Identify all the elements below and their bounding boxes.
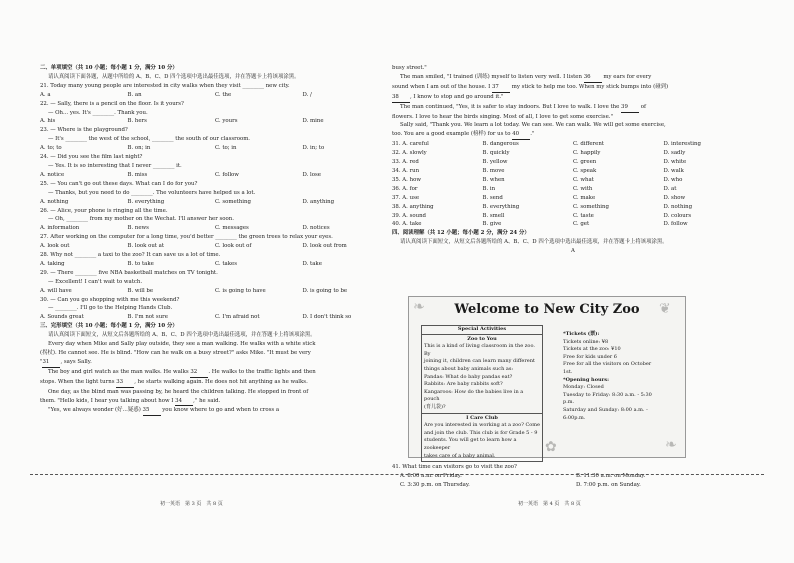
section4-title: 四、阅读理解（共 12 小题；每小题 2 分，满分 24 分） <box>392 230 530 237</box>
question-25-reply: — Thanks, but you need to do ________. The volunteers have helped us a lot. <box>48 189 256 196</box>
option: 32. A. slowly <box>392 150 427 157</box>
section3-title: 三、完形填空（共 10 小题；每小题 1 分，满分 10 分） <box>40 323 178 330</box>
question-23-reply: — It's ________ the west of the school, ________ the south of our classroom. <box>48 136 251 143</box>
cloze-text: my ears for every <box>603 73 652 80</box>
blank-35: 35 <box>143 406 161 416</box>
cloze-p2 <box>40 368 390 378</box>
blank-31: 31 <box>42 358 60 368</box>
option: B. on; in <box>127 145 151 152</box>
cloze-text: ." <box>530 131 535 138</box>
cloze-p3: One day, as the blind man was passing by, he heard the children talking. He stopped in front of <box>48 388 309 395</box>
option: C. to; in <box>215 145 237 152</box>
text-line: 6:00p.m. <box>563 414 586 421</box>
i-care-club-box <box>421 414 543 463</box>
question-23: 23. — Where is the playground? <box>40 127 128 134</box>
choice-row <box>392 220 754 229</box>
option: D. at <box>663 185 677 192</box>
option: B. will be <box>127 287 154 294</box>
blank-40: 40 <box>512 130 530 140</box>
option: B. to take <box>127 260 154 267</box>
option: A. nothing <box>40 198 69 205</box>
option: D. 7:00 p.m. on Sunday. <box>576 481 641 488</box>
option: D. interesting <box>663 141 701 148</box>
cloze-r3 <box>392 83 754 93</box>
cloze-text: stops. When the light turns <box>40 378 115 385</box>
text-line: p.m. <box>563 399 575 406</box>
cloze-p1b: (拐杖). He cannot see. He is blind. "How can he walk on a busy street?" asks Mike. "It must be very <box>40 350 311 356</box>
poster-title: Welcome to New City Zoo <box>454 302 640 317</box>
option: B. an <box>127 91 142 98</box>
question-24: 24. — Did you see the film last night? <box>40 154 143 161</box>
cloze-p1: Every day when Mike and Sally play outside, they see a man walking. He walks with a white stick <box>48 341 316 348</box>
option: A. his <box>40 118 56 125</box>
option: C. something <box>215 198 251 205</box>
option: A. notice <box>40 171 65 178</box>
option: C. takes <box>215 260 237 267</box>
option: B. quickly <box>482 150 510 157</box>
text-line: Are you interested in working at a zoo? Come <box>424 422 540 429</box>
option: A. Sounds great <box>40 314 84 321</box>
option: B. give <box>482 221 502 228</box>
text-line: (育儿袋)? <box>424 403 446 410</box>
option: C. make <box>573 194 596 201</box>
section4-instructions: 请认真阅读下面短文，从短文后各题所给的 A、B、C、D 四个选项中选出最佳选项，并在答题卡上将该项涂黑。 <box>400 239 668 246</box>
q24-options <box>40 171 390 180</box>
cloze-r6: flowers. I love to hear the birds singing. Most of all, I love to get some exercise." <box>392 113 613 120</box>
choice-row <box>392 140 754 149</box>
q28-options <box>40 260 390 269</box>
option: D. mine <box>302 118 324 125</box>
cloze-text: , I know to stop and go around it." <box>410 93 504 100</box>
question-29-reply: — Excellent! I can't wait to watch. <box>48 278 143 285</box>
option: 40. A. take <box>392 221 422 228</box>
option: B. dangerous <box>482 141 519 148</box>
question-22-reply: — Oh... yes. It's ________. Thank you. <box>48 109 148 116</box>
cloze-text: you know where to go and when to cross a <box>162 407 280 414</box>
cloze-p4 <box>40 406 390 416</box>
choice-row <box>392 149 754 158</box>
cloze-text: ," he said. <box>193 397 221 404</box>
option: B. hers <box>127 118 147 125</box>
q30-options <box>40 313 390 322</box>
question-24-reply: — Yes. It is so interesting that I never ________ it. <box>48 162 182 169</box>
choice-row <box>392 167 754 176</box>
cloze-text: . He walks to the traffic lights and then <box>208 368 316 375</box>
section3-instructions: 请认真阅读下面短文，从短文后各题所给的 A、B、C、D 四个选项中选出最佳选项，并在答题卡上将该项涂黑。 <box>48 332 316 339</box>
option: C. different <box>573 141 604 148</box>
option: 39. A. sound <box>392 212 427 219</box>
q21-options <box>40 91 390 100</box>
blank-33: 33 <box>116 378 134 388</box>
cloze-text: , he starts walking again. He does not hit anything as he walks. <box>134 378 308 385</box>
question-30: 30. — Can you go shopping with me this weekend? <box>40 296 180 303</box>
option: C. taste <box>573 212 594 219</box>
cloze-text: The man continued, "Yes, it is safer to stay indoors. But I love to walk. I love the <box>400 103 620 110</box>
left-page-footer: 初一英语 第 3 页 共 8 页 <box>160 501 223 507</box>
q25-options <box>40 198 390 207</box>
cloze-text: , says Sally. <box>60 358 92 365</box>
choice-row <box>392 203 754 212</box>
option: D. anything <box>302 198 335 205</box>
option: C. messages <box>215 225 249 232</box>
option: B. I'm not sure <box>127 314 168 321</box>
cloze-text: "Yes, we always wonder (好…疑惑) <box>48 407 141 414</box>
tickets-heading: *Tickets (票): <box>563 331 600 337</box>
option: C. something <box>573 203 609 210</box>
right-page-footer: 初一英语 第 4 页 共 8 页 <box>518 501 581 507</box>
option: D. sadly <box>663 150 686 157</box>
right-column <box>392 64 754 256</box>
option: D. / <box>302 91 312 98</box>
option: D. in; to <box>302 145 325 152</box>
choice-row <box>392 185 754 194</box>
option: A. look out <box>40 243 70 250</box>
text-line: Saturday and Sunday: 8:00 a.m. - <box>563 406 648 413</box>
option: A. 8:00 a.m. on Friday. <box>400 472 462 479</box>
question-29: 29. — There ________ five NBA basketball matches on TV tonight. <box>40 269 218 276</box>
question-41-block <box>392 463 752 490</box>
option: B. everything <box>482 203 520 210</box>
option: 35. A. how <box>392 176 421 183</box>
cloze-r4 <box>392 93 754 103</box>
leaf-decoration-icon: ❧ <box>413 299 425 315</box>
cloze-r1: busy street." <box>392 65 427 71</box>
cloze-text: them. "Hello kids, I hear you talking about how I <box>40 397 174 404</box>
zoo-to-you-box <box>421 335 543 414</box>
text-line: Free for kids under 6 <box>563 353 617 360</box>
q26-options <box>40 224 390 233</box>
page-divider <box>30 474 764 475</box>
leaf-decoration-icon: ❦ <box>659 301 671 317</box>
option: D. follow <box>663 221 688 228</box>
choice-row <box>392 194 754 203</box>
choice-row <box>392 212 754 221</box>
option: D. colours <box>663 212 692 219</box>
option: D. I don't think so <box>302 314 352 321</box>
section2-instructions: 请认真阅读下面各题，从题中所给的 A、B、C、D 四个选项中选出最佳选项，并在答题卡上将该项涂黑。 <box>48 73 300 80</box>
option: C. I'm afraid not <box>215 314 260 321</box>
option: B. news <box>127 225 149 232</box>
option: B. yellow <box>482 159 508 166</box>
option: D. walk <box>663 167 684 174</box>
option: 36. A. for <box>392 185 418 192</box>
cloze-p1c: "31 , says Sally. <box>40 358 390 368</box>
option: D. nothing <box>663 203 693 210</box>
special-activities <box>421 325 543 462</box>
option: D. lose <box>302 171 321 178</box>
option: B. smell <box>482 212 505 219</box>
option: D. look out from <box>302 243 347 250</box>
cloze-text: The man smiled, "I trained (训练) myself to listen very well. I listen <box>400 73 582 80</box>
option: A. information <box>40 225 80 232</box>
question-26: 26. — Alice, your phone is ringing all the time. <box>40 207 168 214</box>
option: C. with <box>573 185 593 192</box>
question-28: 28. Why not ________ a taxi to the zoo? It can save us a lot of time. <box>40 252 221 259</box>
question-25: 25. — You can't go out these days. What can I do for you? <box>40 180 198 187</box>
text-line: Tickets at the zoo: ¥10 <box>563 346 621 353</box>
passage-label: A <box>571 248 575 255</box>
option: B. miss <box>127 171 148 178</box>
cloze-p2b <box>40 378 390 388</box>
option: A. a <box>40 91 51 98</box>
blank-39: 39 <box>621 103 639 113</box>
option: C. get <box>573 221 590 228</box>
option: A. to; to <box>40 145 62 152</box>
cloze-r8 <box>392 130 754 140</box>
option: A. will have <box>40 287 72 294</box>
cloze-r5 <box>392 103 754 113</box>
question-26-reply: — Oh, ________ from my mother on the Wechat. I'll answer her soon. <box>48 216 234 223</box>
option: C. happily <box>573 150 601 157</box>
choice-row <box>392 158 754 167</box>
option: D. white <box>663 159 687 166</box>
blank-32: 32 <box>190 368 208 378</box>
text-line: Tuesday to Friday: 8:30 a.m. - 5:30 <box>563 391 652 398</box>
option: C. green <box>573 159 597 166</box>
option: D. take <box>302 260 322 267</box>
cloze-text: The boy and girl watch as the man walks. He walks <box>48 368 189 375</box>
text-line: and join the club. This club is for Grade 5 - 9 <box>424 429 538 436</box>
text-line: This is a kind of living classroom in the zoo. By <box>424 343 535 357</box>
option: B. everything <box>127 198 165 205</box>
option: C. look out of <box>215 243 252 250</box>
cloze-text: my stick to help me too. When my stick bumps into (碰到) <box>511 83 669 90</box>
left-column <box>40 64 390 416</box>
option: C. yours <box>215 118 238 125</box>
activities-heading: Special Activities <box>421 325 543 335</box>
text-line: joining it, children can learn many different <box>424 358 535 365</box>
q22-options <box>40 117 390 126</box>
option: C. speak <box>573 167 597 174</box>
text-line: students. You will get to learn how a zookeeper <box>424 437 517 451</box>
text-line: Tickets online: ¥8 <box>563 338 609 345</box>
text-line: Rabbits: Are baby rabbits soft? <box>424 381 503 388</box>
text-line: takes care of a baby animal. <box>424 452 496 459</box>
question-27: 27. After working on the computer for a long time, you'd better ________ the green trees to relax your eyes. <box>40 234 333 241</box>
text-line: 1st. <box>563 368 573 375</box>
text-line: Free for all the visitors on October <box>563 361 652 368</box>
zoo-to-you-heading: Zoo to You <box>467 335 497 342</box>
q29-options <box>40 287 390 296</box>
option: B. look out at <box>127 243 165 250</box>
q27-options <box>40 242 390 251</box>
leaf-decoration-icon: ✿ <box>545 439 557 455</box>
text-line: Kangaroos: How do the babies live in a pouch <box>424 388 524 403</box>
question-30-reply: — ________. I'll go to the Helping Hands Club. <box>48 305 173 312</box>
hours-heading: *Opening hours: <box>563 376 609 383</box>
question-21: 21. Today many young people are interested in city walks when they visit ________ new city. <box>40 82 290 89</box>
cloze-text: of <box>640 103 646 110</box>
option: 34. A. run <box>392 167 420 174</box>
leaf-decoration-icon: ❧ <box>665 437 677 453</box>
cloze-text: too. You are a good example (榜样) for us to <box>392 131 511 138</box>
option: B. 11:30 a.m. on Monday. <box>576 472 646 479</box>
cloze-p3b <box>40 397 390 407</box>
option: B. send <box>482 194 503 201</box>
option: B. in <box>482 185 496 192</box>
option: 33. A. red <box>392 159 419 166</box>
cloze-choices <box>392 140 754 229</box>
option: D. show <box>663 194 686 201</box>
option: D. who <box>663 176 683 183</box>
option: C. what <box>573 176 594 183</box>
blank-36: 36 <box>584 73 602 83</box>
zoo-poster <box>408 296 686 458</box>
blank-37: 37 <box>492 83 510 93</box>
choice-row <box>392 176 754 185</box>
option: D. is going to be <box>302 287 348 294</box>
text-line: things about baby animals such as: <box>424 365 514 372</box>
option: A. taking <box>40 260 65 267</box>
option: 37. A. use <box>392 194 420 201</box>
cloze-r7: Sally said, "Thank you. We learn a lot today. We can see. We can walk. We will get some exercise, <box>400 122 666 129</box>
cloze-text: sound when I am out of the house. I <box>392 83 491 90</box>
question-41: 41. What time can visitors go to visit the zoo? <box>392 464 517 470</box>
option: D. notices <box>302 225 330 232</box>
zoo-info <box>563 331 681 422</box>
q41-options-row2 <box>392 481 752 490</box>
option: B. when <box>482 176 505 183</box>
q23-options <box>40 144 390 153</box>
option: C. follow <box>215 171 239 178</box>
option: 38. A. anything <box>392 203 434 210</box>
option: C. is going to have <box>215 287 266 294</box>
question-22: 22. — Sally, there is a pencil on the floor. Is it yours? <box>40 100 184 107</box>
option: B. move <box>482 167 505 174</box>
section2-title: 二、单项填空（共 10 小题；每小题 1 分，满分 10 分） <box>40 65 178 71</box>
option: C. 3:30 p.m. on Thursday. <box>400 481 470 488</box>
blank-38: 38 <box>392 93 410 103</box>
cloze-r2 <box>392 73 754 83</box>
option: 31. A. careful <box>392 141 429 148</box>
blank-34: 34 <box>175 397 193 407</box>
text-line: Pandas: What do baby pandas eat? <box>424 373 513 380</box>
option: C. the <box>215 91 232 98</box>
i-care-club-heading: I Care Club <box>466 414 498 421</box>
text-line: Monday: Closed <box>563 384 604 391</box>
